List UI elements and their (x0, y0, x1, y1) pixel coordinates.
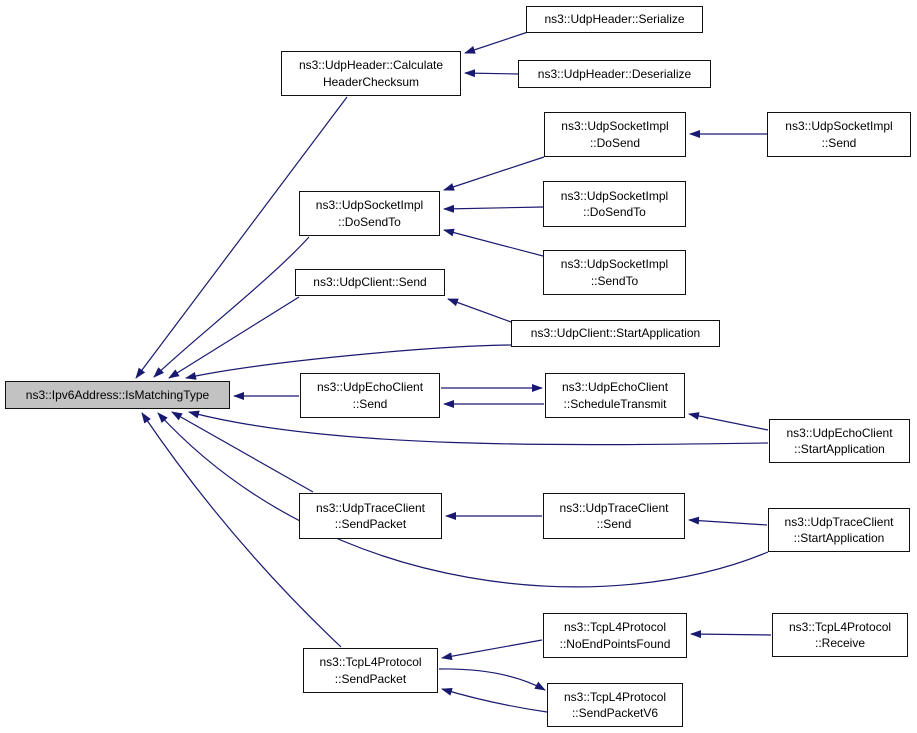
node-label-line: ns3::UdpClient::StartApplication (530, 326, 701, 341)
node-udp-socket-impl-do-send-to[interactable] (299, 191, 440, 236)
node-label-line: ns3::UdpHeader::Serialize (544, 12, 685, 27)
node-udp-trace-client-send-packet[interactable] (299, 493, 442, 539)
node-label-line: HeaderChecksum (322, 74, 420, 89)
node-tcp-l4-send-packet[interactable] (303, 648, 438, 693)
edge-tcp-l4-send-packet--to--tcp-l4-send-packet-v6 (439, 669, 545, 690)
edge-udp-header-serialize--to--calculate-header-checksum (465, 32, 528, 53)
edge-tcp-l4-no-end-points-found--to--tcp-l4-send-packet (442, 640, 542, 658)
edge-tcp-l4-send-packet-v6--to--tcp-l4-send-packet (442, 689, 547, 712)
node-label-line: ns3::Ipv6Address::IsMatchingType (25, 387, 210, 402)
node-label-line: ::Send (821, 135, 857, 150)
node-label-line: ns3::UdpEchoClient (561, 380, 669, 395)
node-label-line: ::Send (596, 517, 632, 531)
node-udp-echo-client-send[interactable] (300, 373, 440, 418)
node-label-line: ::NoEndPointsFound (559, 636, 671, 651)
node-label-line: ::SendPacketV6 (571, 706, 659, 720)
node-label-line: ::DoSendTo (338, 214, 401, 229)
node-label-line: ns3::TcpL4Protocol (319, 655, 422, 670)
edge-udp-socket-impl-send-to--to--udp-socket-impl-do-send-to (444, 230, 543, 256)
node-tcp-l4-send-packet-v6[interactable] (547, 683, 683, 727)
edge-udp-socket-impl-do-send-to--to--ipv6-is-matching-type (154, 237, 309, 377)
node-label-line: ::Receive (814, 636, 866, 650)
node-label-line: ::SendPacket (334, 671, 407, 686)
node-label-line: ns3::UdpSocketImpl (560, 188, 669, 203)
node-udp-socket-impl-send[interactable] (767, 112, 911, 157)
node-label-line: ns3::TcpL4Protocol (788, 619, 892, 634)
node-label-line: ns3::UdpHeader::Deserialize (537, 66, 692, 81)
node-label-line: ::ScheduleTransmit (563, 396, 667, 411)
node-label-line: ns3::UdpTraceClient (316, 500, 425, 515)
node-label-line: ::Send (352, 396, 388, 411)
edge-calculate-header-checksum--to--ipv6-is-matching-type (136, 97, 347, 378)
node-udp-client-start-application[interactable] (511, 320, 720, 347)
edge-udp-socket-impl-do-send--to--udp-socket-impl-do-send-to (444, 157, 544, 190)
node-label-line: ::SendPacket (334, 517, 407, 531)
node-label-line: ns3::UdpSocketImpl (315, 198, 424, 213)
node-label-line: ::DoSend (589, 135, 641, 150)
node-udp-trace-client-start-application[interactable] (768, 508, 910, 552)
node-udp-socket-impl-do-send[interactable] (544, 112, 686, 157)
edge-udp-trace-client-start-application--to--udp-trace-client-send (689, 520, 767, 525)
node-udp-client-send[interactable] (295, 269, 445, 296)
node-calculate-header-checksum[interactable] (281, 51, 461, 96)
node-udp-echo-client-schedule-transmit[interactable] (545, 373, 685, 418)
edge-udp-client-start-application--to--udp-client-send (448, 299, 511, 322)
node-udp-socket-impl-do-send-to-overload[interactable] (543, 181, 686, 227)
node-label-line: ns3::TcpL4Protocol (563, 620, 667, 635)
node-tcp-l4-no-end-points-found[interactable] (543, 613, 687, 658)
node-label-line: ::StartApplication (793, 531, 885, 545)
node-udp-header-deserialize[interactable] (518, 60, 711, 88)
node-label-line: ::StartApplication (794, 442, 885, 456)
node-tcp-l4-receive[interactable] (772, 613, 908, 657)
edge-tcp-l4-receive--to--tcp-l4-no-end-points-found (691, 634, 771, 635)
node-label-line: ns3::UdpTraceClient (784, 514, 894, 529)
node-udp-header-serialize[interactable] (526, 6, 703, 33)
node-label-line: ns3::UdpEchoClient (786, 425, 893, 440)
node-udp-socket-impl-send-to[interactable] (543, 250, 686, 295)
node-ipv6-is-matching-type[interactable] (5, 381, 230, 409)
node-label-line: ns3::UdpClient::Send (313, 275, 427, 290)
node-label-line: ns3::UdpSocketImpl (561, 119, 669, 134)
edge-udp-client-send--to--ipv6-is-matching-type (169, 297, 299, 378)
node-label-line: ns3::TcpL4Protocol (563, 689, 667, 704)
node-label-line: ns3::UdpHeader::Calculate (298, 58, 444, 73)
node-udp-echo-client-start-application[interactable] (769, 419, 910, 463)
node-label-line: ns3::UdpEchoClient (316, 380, 424, 395)
edge-udp-header-deserialize--to--calculate-header-checksum (465, 73, 518, 74)
node-label-line: ::SendTo (590, 273, 639, 288)
node-udp-trace-client-send[interactable] (543, 493, 685, 539)
node-label-line: ns3::UdpSocketImpl (785, 119, 893, 134)
edge-udp-socket-impl-do-send-to-overload--to--udp-socket-impl-do-send-to (444, 207, 543, 209)
node-label-line: ns3::UdpSocketImpl (560, 257, 669, 272)
node-label-line: ::DoSendTo (583, 205, 646, 219)
node-label-line: ns3::UdpTraceClient (559, 500, 669, 515)
edge-udp-echo-client-start-application--to--udp-echo-client-schedule-transmit (689, 414, 768, 430)
